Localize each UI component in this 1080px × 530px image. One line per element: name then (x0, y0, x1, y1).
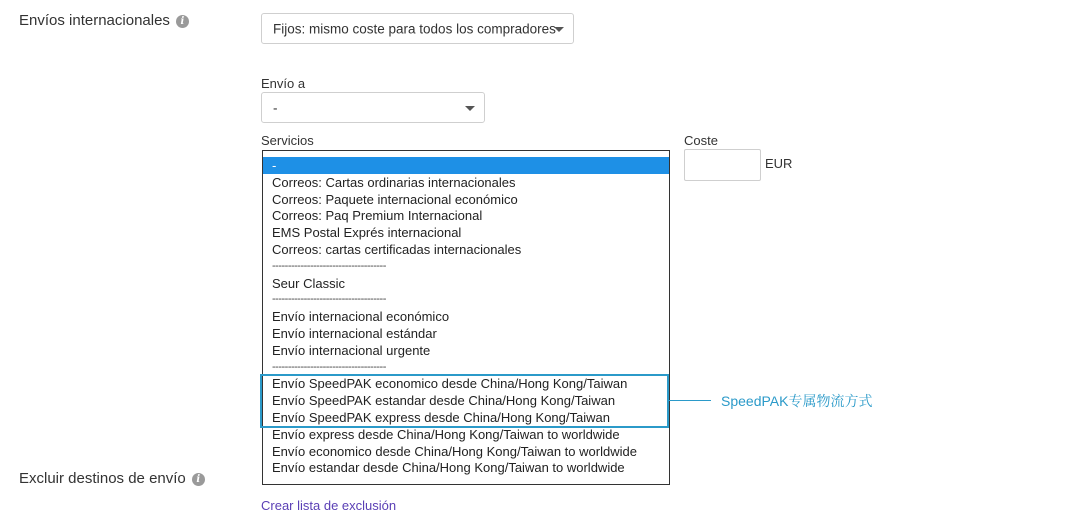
service-option[interactable]: Envío SpeedPAK economico desde China/Hong Kong/Taiwan (272, 376, 628, 392)
service-option[interactable]: Envío express desde China/Hong Kong/Taiwan to worldwide (272, 426, 620, 442)
create-exclusion-list-link[interactable]: Crear lista de exclusión (261, 498, 397, 513)
service-option[interactable]: Correos: cartas certificadas internacionales (272, 242, 522, 257)
service-option[interactable]: Envío internacional urgente (272, 342, 431, 358)
ship-to-value: - (273, 100, 278, 115)
exclusions-text: Excluir destinos de envío (19, 470, 186, 487)
cost-label: Coste (684, 133, 718, 148)
international-shipping-text: Envíos internacionales (19, 12, 170, 29)
info-icon[interactable]: i (192, 473, 205, 486)
service-option[interactable]: - (263, 157, 669, 174)
currency-label: EUR (765, 156, 793, 171)
speedpak-highlight-box (260, 374, 669, 428)
service-option[interactable]: Envío SpeedPAK express desde China/Hong Kong/Taiwan (272, 410, 610, 425)
cost-input[interactable] (684, 149, 761, 181)
services-listbox[interactable] (262, 150, 670, 485)
service-option[interactable]: ------------------------------------ (272, 293, 386, 306)
service-option[interactable]: Correos: Paq Premium Internacional (272, 208, 483, 224)
service-option[interactable]: Envío internacional estándar (272, 326, 437, 341)
annotation-leader-line (669, 400, 711, 401)
service-option[interactable]: Envío SpeedPAK estandar desde China/Hong Kong/Taiwan (272, 393, 616, 409)
exclusions-label (19, 470, 205, 487)
service-option[interactable]: Correos: Paquete internacional económico (272, 191, 518, 207)
service-option[interactable]: EMS Postal Exprés internacional (272, 225, 462, 241)
service-option[interactable]: Correos: Cartas ordinarias internacionales (272, 174, 516, 190)
chevron-down-icon (465, 106, 475, 111)
international-shipping-label (19, 12, 189, 29)
ship-to-select[interactable] (261, 92, 485, 123)
chevron-down-icon (554, 27, 564, 32)
speedpak-annotation: SpeedPAK专属物流方式 (721, 393, 873, 409)
service-option[interactable]: Seur Classic (272, 275, 345, 291)
service-option[interactable]: ------------------------------------ (272, 360, 386, 373)
shipping-type-select[interactable] (261, 13, 574, 44)
shipping-type-value: Fijos: mismo coste para todos los compradores (273, 21, 556, 36)
services-label: Servicios (261, 133, 314, 148)
info-icon[interactable]: i (176, 15, 189, 28)
ship-to-label: Envío a (261, 76, 306, 91)
service-option[interactable]: Envío internacional económico (272, 309, 450, 325)
service-option[interactable]: Envío economico desde China/Hong Kong/Taiwan to worldwide (272, 443, 637, 459)
service-option[interactable]: Envío estandar desde China/Hong Kong/Taiwan to worldwide (272, 460, 625, 476)
service-option[interactable]: ------------------------------------ (272, 259, 386, 272)
